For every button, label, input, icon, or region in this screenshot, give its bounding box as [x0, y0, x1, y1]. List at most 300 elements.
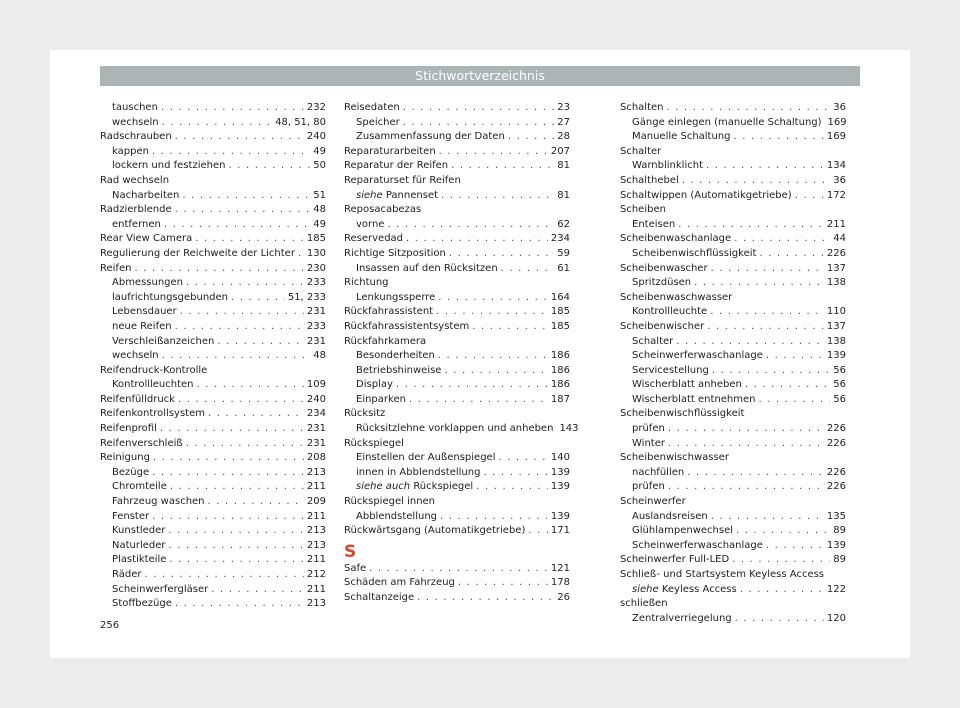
leader-dots — [208, 495, 304, 510]
index-entry — [344, 437, 570, 452]
entry-label-text: Rückspiegel innen — [344, 496, 436, 508]
entry-label — [344, 591, 414, 606]
cross-reference-prefix: siehe auch — [356, 481, 411, 493]
entry-label — [356, 393, 406, 408]
entry-label-text: Besonderheiten — [356, 350, 435, 362]
entry-page-ref: 185 — [306, 233, 326, 245]
entry-label — [112, 583, 208, 598]
page-title: Stichwortverzeichnis — [100, 66, 860, 86]
index-subentry — [100, 116, 326, 131]
entry-label-text: Einstellen der Außenspiegel — [356, 452, 496, 464]
leader-dots — [707, 320, 824, 335]
index-entry — [344, 495, 570, 510]
index-entry — [620, 232, 846, 247]
entry-label-text: Scheinwerferwaschanlage — [632, 350, 763, 362]
entry-page-ref: 211 — [306, 510, 326, 522]
entry-label — [100, 422, 157, 437]
entry-label-text: Stoffbezüge — [112, 598, 172, 610]
index-subentry — [100, 524, 326, 539]
entry-page-ref: 36 — [833, 102, 846, 113]
leader-dots — [712, 364, 830, 379]
entry-label-text: Wischerblatt entnehmen — [632, 393, 756, 405]
leader-dots — [668, 437, 824, 452]
entry-label-text: prüfen — [632, 481, 665, 493]
leader-dots — [736, 524, 830, 539]
index-column-3 — [620, 101, 846, 626]
entry-label-text: Abmessungen — [112, 277, 184, 289]
index-subentry — [620, 612, 846, 627]
leader-dots — [211, 583, 304, 598]
entry-label-text: Bezüge — [112, 466, 150, 478]
entry-label — [112, 116, 159, 131]
entry-page-ref: 240 — [306, 131, 326, 143]
leader-dots — [732, 553, 830, 568]
index-entry — [620, 145, 846, 160]
leader-dots — [759, 393, 831, 408]
page-number: 256 — [100, 620, 120, 631]
entry-label-text: Rückspiegel — [413, 481, 474, 493]
entry-label-text: Nacharbeiten — [112, 189, 180, 201]
index-subentry — [100, 378, 326, 393]
entry-label — [112, 218, 161, 233]
entry-label — [620, 101, 664, 116]
leader-dots — [175, 203, 311, 218]
entry-label — [632, 335, 673, 350]
index-entry — [344, 145, 570, 160]
entry-page-ref: 135 — [826, 510, 846, 522]
leader-dots — [668, 480, 824, 495]
entry-label-text: Rückwärtsgang (Automatikgetriebe) — [344, 525, 526, 537]
leader-dots — [438, 291, 548, 306]
leader-dots — [369, 562, 548, 577]
entry-label-text: entfernen — [112, 218, 161, 230]
entry-label — [632, 466, 684, 481]
entry-label — [620, 495, 686, 510]
entry-page-ref: 211 — [826, 218, 846, 230]
index-entry — [344, 524, 570, 539]
entry-label-text: Rückspiegel — [344, 437, 404, 449]
index-subentry — [620, 510, 846, 525]
index-entry — [344, 174, 570, 189]
entry-label — [100, 247, 295, 262]
leader-dots — [795, 189, 824, 204]
entry-label — [620, 232, 731, 247]
entry-page-ref: 233 — [306, 320, 326, 332]
index-subentry — [344, 393, 570, 408]
index-entry — [100, 437, 326, 452]
entry-label-text: Schließ- und Startsystem Keyless Access — [620, 569, 825, 580]
leader-dots — [186, 437, 304, 452]
index-subentry — [620, 116, 846, 131]
index-subentry — [100, 145, 326, 160]
entry-label — [620, 189, 792, 204]
entry-page-ref: 232 — [306, 102, 326, 113]
entry-label — [344, 203, 421, 218]
entry-label — [112, 553, 166, 568]
leader-dots — [472, 320, 548, 335]
entry-label-text: Rad wechseln — [100, 174, 170, 186]
entry-label — [356, 189, 438, 204]
index-entry — [620, 174, 846, 189]
index-entry — [100, 451, 326, 466]
entry-label — [356, 218, 384, 233]
entry-label — [344, 576, 455, 591]
entry-page-ref: 61 — [557, 262, 570, 274]
entry-page-ref: 164 — [550, 291, 570, 303]
entry-label-text: Scheinwerfer — [620, 496, 686, 508]
index-entry — [100, 130, 326, 145]
index-entry — [344, 276, 570, 291]
entry-page-ref: 50 — [313, 160, 326, 172]
leader-dots — [186, 276, 304, 291]
entry-label — [632, 524, 733, 539]
entry-label — [100, 451, 150, 466]
entry-page-ref: 185 — [550, 320, 570, 332]
index-subentry — [620, 437, 846, 452]
entry-label — [112, 568, 141, 583]
index-entry — [344, 247, 570, 262]
index-subentry — [344, 116, 570, 131]
entry-page-ref: 231 — [306, 335, 326, 347]
entry-label — [356, 480, 473, 495]
entry-label-text: wechseln — [112, 116, 159, 128]
entry-page-ref: 233 — [306, 277, 326, 289]
entry-label-text: Glühlampenwechsel — [632, 525, 733, 537]
index-entry — [344, 407, 570, 422]
entry-page-ref: 234 — [306, 408, 326, 420]
entry-page-ref: 178 — [550, 577, 570, 589]
entry-label-text: Einparken — [356, 393, 406, 405]
leader-dots — [440, 510, 548, 525]
entry-label — [100, 262, 131, 277]
entry-page-ref: 27 — [557, 116, 570, 128]
leader-dots — [439, 145, 548, 160]
entry-page-ref: 211 — [306, 481, 326, 493]
entry-label-text: Lebensdauer — [112, 306, 177, 318]
entry-label-text: Scheiben — [620, 204, 666, 216]
entry-label — [344, 562, 366, 577]
entry-label-text: Reservedad — [344, 233, 404, 245]
entry-label-text: Räder — [112, 569, 142, 580]
entry-label — [356, 262, 498, 277]
entry-label — [112, 349, 159, 364]
entry-page-ref: 81 — [557, 160, 570, 172]
entry-page-ref: 213 — [306, 598, 326, 610]
entry-page-ref: 51 — [313, 189, 326, 201]
index-entry — [620, 291, 846, 306]
entry-page-ref: 226 — [826, 466, 846, 478]
leader-dots — [298, 247, 304, 262]
entry-label-text: Enteisen — [632, 218, 676, 230]
entry-label-text: Verschleißanzeichen — [112, 335, 215, 347]
entry-label — [620, 145, 661, 160]
leader-dots — [483, 466, 547, 481]
entry-label-text: innen in Abblendstellung — [356, 466, 481, 478]
entry-label-text: Schalter — [632, 335, 674, 347]
index-entry — [620, 568, 846, 583]
entry-label — [112, 524, 165, 539]
entry-label — [356, 378, 393, 393]
entry-page-ref: 226 — [826, 437, 846, 449]
index-subentry — [100, 101, 326, 116]
entry-label — [632, 480, 665, 495]
leader-dots — [153, 451, 304, 466]
leader-dots — [766, 349, 824, 364]
entry-label — [356, 116, 400, 131]
entry-label — [112, 291, 228, 306]
entry-label-text: Gänge einlegen (manuelle Schaltung) — [632, 116, 822, 128]
leader-dots — [195, 232, 304, 247]
leader-dots — [217, 335, 304, 350]
leader-dots — [711, 262, 824, 277]
entry-label-text: Schaltanzeige — [344, 592, 415, 603]
entry-label — [356, 466, 480, 481]
entry-label-text: Reparatur der Reifen — [344, 160, 449, 172]
index-entry — [620, 495, 846, 510]
index-subentry — [100, 568, 326, 583]
leader-dots — [458, 576, 548, 591]
index-entry — [620, 451, 846, 466]
entry-label-text: vorne — [356, 218, 385, 230]
entry-label — [112, 378, 194, 393]
index-subentry — [620, 466, 846, 481]
entry-label — [100, 364, 207, 379]
leader-dots — [406, 232, 548, 247]
entry-label-text: lockern und festziehen — [112, 160, 226, 172]
entry-label-text: Reifenfülldruck — [100, 393, 175, 405]
index-entry — [344, 562, 570, 577]
index-entry — [344, 591, 570, 606]
entry-label-text: Regulierung der Reichweite der Lichter — [100, 247, 295, 259]
entry-label — [620, 174, 679, 189]
entry-page-ref: 109 — [306, 379, 326, 391]
leader-dots — [168, 524, 303, 539]
entry-page-ref: 209 — [306, 496, 326, 508]
index-subentry — [100, 510, 326, 525]
entry-label-text: Abblendstellung — [356, 510, 438, 522]
entry-label-text: Servicestellung — [632, 364, 709, 376]
entry-label-text: wechseln — [112, 350, 159, 362]
index-subentry — [100, 583, 326, 598]
entry-label-text: Betriebshinweise — [356, 364, 442, 376]
entry-label-text: Winter — [632, 437, 665, 449]
leader-dots — [180, 305, 304, 320]
entry-label — [344, 159, 448, 174]
entry-label-text: Scheibenwischflüssigkeit — [620, 408, 745, 420]
entry-page-ref: 171 — [550, 525, 570, 537]
entry-page-ref: 59 — [557, 247, 570, 259]
leader-dots — [706, 159, 824, 174]
entry-label-text: kappen — [112, 145, 149, 157]
entry-label-text: Display — [356, 379, 393, 391]
entry-label — [344, 305, 433, 320]
index-subentry — [100, 218, 326, 233]
entry-label-text: Rückfahrassistent — [344, 306, 434, 318]
entry-page-ref: 186 — [550, 379, 570, 391]
entry-label — [620, 291, 732, 306]
entry-label — [112, 276, 183, 291]
entry-page-ref: 121 — [550, 562, 570, 574]
leader-dots — [436, 305, 548, 320]
entry-label-text: tauschen — [112, 102, 158, 113]
index-subentry — [100, 276, 326, 291]
index-entry — [620, 553, 846, 568]
leader-dots — [161, 101, 304, 116]
entry-label-text: Plastikteile — [112, 554, 167, 566]
index-entry — [100, 232, 326, 247]
index-subentry — [100, 320, 326, 335]
index-entry — [344, 101, 570, 116]
entry-label — [632, 510, 708, 525]
index-subentry — [100, 597, 326, 612]
leader-dots — [396, 378, 548, 393]
index-subentry — [344, 378, 570, 393]
entry-page-ref: 139 — [826, 539, 846, 551]
index-subentry — [100, 349, 326, 364]
index-entry — [344, 576, 570, 591]
leader-dots — [162, 349, 311, 364]
entry-label-text: Schäden am Fahrzeug — [344, 577, 455, 589]
leader-dots — [208, 407, 304, 422]
index-subentry — [620, 130, 846, 145]
leader-dots — [498, 451, 547, 466]
entry-label — [112, 539, 166, 554]
entry-label — [356, 349, 435, 364]
leader-dots — [417, 591, 554, 606]
entry-label-text: Kunstleder — [112, 525, 166, 537]
entry-page-ref: 186 — [550, 364, 570, 376]
leader-dots — [476, 480, 548, 495]
index-subentry — [620, 480, 846, 495]
leader-dots — [759, 247, 823, 262]
entry-label — [620, 553, 729, 568]
entry-page-ref: 89 — [833, 554, 846, 566]
leader-dots — [164, 218, 310, 233]
index-entry — [620, 189, 846, 204]
index-subentry — [620, 276, 846, 291]
leader-dots — [528, 524, 548, 539]
entry-page-ref: 49 — [313, 218, 326, 230]
entry-page-ref: 56 — [833, 364, 846, 376]
index-entry — [100, 422, 326, 437]
entry-label-text: Warnblinklicht — [632, 160, 703, 172]
index-subentry — [620, 422, 846, 437]
entry-label-text: Scheibenwaschwasser — [620, 291, 733, 303]
index-subentry — [100, 159, 326, 174]
leader-dots — [711, 510, 824, 525]
entry-page-ref: 139 — [550, 481, 570, 493]
entry-label-text: Naturleder — [112, 539, 166, 551]
entry-page-ref: 169 — [827, 116, 847, 128]
entry-label — [344, 524, 525, 539]
entry-label — [632, 612, 732, 627]
index-entry — [100, 247, 326, 262]
entry-label-text: Schalthebel — [620, 174, 679, 186]
entry-label-text: Scheinwerferwaschanlage — [632, 539, 763, 551]
entry-page-ref: 134 — [826, 160, 846, 172]
entry-label-text: Zentralverriegelung — [632, 612, 732, 624]
entry-label — [100, 130, 172, 145]
entry-label — [344, 145, 436, 160]
entry-page-ref: 122 — [826, 583, 846, 595]
entry-page-ref: 213 — [306, 525, 326, 537]
entry-label — [632, 116, 822, 131]
entry-label-text: Safe — [344, 562, 367, 574]
leader-dots — [175, 597, 304, 612]
leader-dots — [734, 232, 830, 247]
index-entry — [344, 159, 570, 174]
leader-dots — [441, 189, 554, 204]
entry-page-ref: 120 — [826, 612, 846, 624]
index-subentry — [344, 510, 570, 525]
entry-label-text: Fenster — [112, 510, 150, 522]
index-subentry — [620, 364, 846, 379]
entry-label-text: Scheibenwascher — [620, 262, 708, 274]
entry-label — [632, 437, 665, 452]
index-entry — [620, 101, 846, 116]
entry-label-text: Insassen auf den Rücksitzen — [356, 262, 498, 274]
leader-dots — [687, 466, 824, 481]
entry-label — [620, 451, 729, 466]
leader-dots — [449, 247, 554, 262]
leader-dots — [678, 218, 824, 233]
entry-page-ref: 172 — [826, 189, 846, 201]
entry-label — [356, 130, 505, 145]
entry-label — [112, 597, 172, 612]
entry-label — [620, 568, 824, 583]
leader-dots — [175, 320, 304, 335]
entry-label — [620, 320, 704, 335]
leader-dots — [197, 378, 304, 393]
entry-label — [100, 232, 192, 247]
index-entry — [620, 203, 846, 218]
entry-page-ref: 231 — [306, 437, 326, 449]
leader-dots — [175, 130, 304, 145]
leader-dots — [740, 583, 824, 598]
entry-label-text: Rücksitz — [344, 408, 386, 420]
entry-page-ref: 211 — [306, 583, 326, 595]
index-subentry — [344, 189, 570, 204]
entry-page-ref: 226 — [826, 247, 846, 259]
entry-page-ref: 44 — [833, 233, 846, 245]
leader-dots — [694, 276, 824, 291]
entry-label — [356, 364, 441, 379]
index-entry — [620, 320, 846, 335]
entry-page-ref: 207 — [550, 145, 570, 157]
entry-label — [632, 422, 665, 437]
leader-dots — [162, 116, 272, 131]
cross-reference-prefix: siehe — [356, 189, 383, 201]
index-subentry — [344, 364, 570, 379]
entry-label — [344, 320, 469, 335]
entry-label — [344, 232, 403, 247]
entry-label — [112, 101, 158, 116]
entry-label — [112, 335, 214, 350]
entry-page-ref: 187 — [550, 393, 570, 405]
entry-label — [620, 262, 708, 277]
entry-label-text: Fahrzeug waschen — [112, 496, 205, 508]
entry-label-text: prüfen — [632, 423, 665, 435]
index-entry — [344, 305, 570, 320]
entry-label-text: Spritzdüsen — [632, 277, 692, 289]
entry-label-text: Radzierblende — [100, 204, 172, 216]
leader-dots — [134, 262, 303, 277]
leader-dots — [403, 116, 555, 131]
entry-page-ref: 130 — [306, 247, 326, 259]
entry-label-text: Schalter — [620, 145, 662, 157]
entry-page-ref: 169 — [826, 131, 846, 143]
index-subentry — [100, 480, 326, 495]
